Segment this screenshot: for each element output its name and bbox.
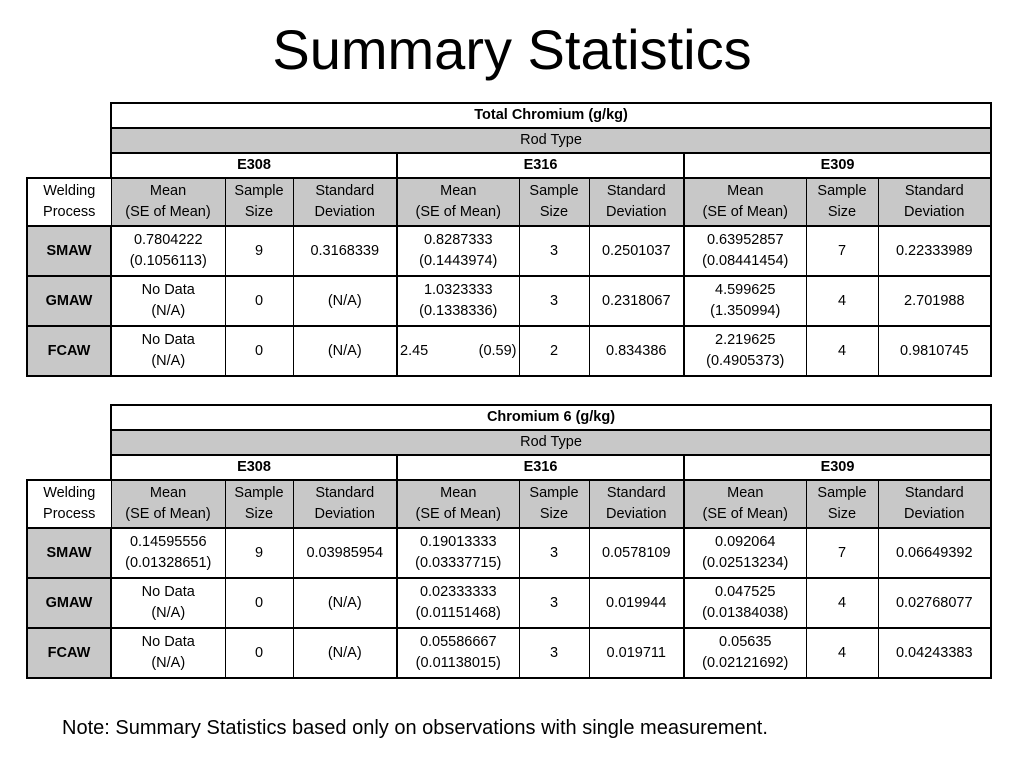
se-value: (N/A) xyxy=(151,605,186,621)
mean-cell xyxy=(111,578,225,628)
std-dev-cell: 0.02768077 xyxy=(878,578,991,628)
sample-size-cell: 4 xyxy=(806,578,878,628)
mean-cell xyxy=(397,528,519,578)
mean-header xyxy=(684,480,806,528)
table-title-row xyxy=(27,103,991,128)
std-dev-line-1: Standard xyxy=(904,485,964,501)
chromium-6-table xyxy=(26,404,992,679)
slide-title: Summary Statistics xyxy=(272,18,752,81)
mean-line-1: Mean xyxy=(727,485,764,501)
welding-process-line-1: Welding xyxy=(43,183,96,199)
sample-size-header xyxy=(225,178,293,226)
sample-size-line-2: Size xyxy=(827,204,857,220)
std-dev-cell: 0.3168339 xyxy=(293,226,397,276)
sample-size-cell: 3 xyxy=(519,276,589,326)
welding-process-line-1: Welding xyxy=(43,485,96,501)
mean-value: 0.02333333 xyxy=(419,584,497,600)
sample-size-line-1: Sample xyxy=(234,183,284,199)
std-dev-header xyxy=(878,178,991,226)
std-dev-cell: 0.019711 xyxy=(589,628,684,678)
sample-size-cell: 0 xyxy=(225,578,293,628)
sample-size-header xyxy=(806,480,878,528)
std-dev-cell: 0.22333989 xyxy=(878,226,991,276)
std-dev-cell: 0.9810745 xyxy=(878,326,991,376)
se-value: (0.4905373) xyxy=(706,353,785,369)
sample-size-cell: 4 xyxy=(806,276,878,326)
sample-size-cell: 7 xyxy=(806,226,878,276)
mean-line-2: (SE of Mean) xyxy=(415,506,501,522)
mean-line-2: (SE of Mean) xyxy=(415,204,501,220)
table-title: Chromium 6 (g/kg) xyxy=(111,405,991,430)
mean-value: No Data xyxy=(141,634,195,650)
se-value: (0.01328651) xyxy=(125,555,212,571)
mean-cell xyxy=(397,628,519,678)
std-dev-line-2: Deviation xyxy=(314,506,375,522)
sample-size-line-1: Sample xyxy=(529,485,579,501)
blank-cell xyxy=(27,455,111,480)
table-row xyxy=(27,628,991,678)
sample-size-header xyxy=(519,178,589,226)
std-dev-cell: 0.06649392 xyxy=(878,528,991,578)
mean-value: 0.19013333 xyxy=(419,534,497,550)
table-row xyxy=(27,276,991,326)
sample-size-cell: 4 xyxy=(806,628,878,678)
se-value: (0.1056113) xyxy=(129,253,207,269)
mean-cell xyxy=(684,528,806,578)
std-dev-cell: (N/A) xyxy=(293,628,397,678)
mean-cell xyxy=(111,628,225,678)
sample-size-cell: 9 xyxy=(225,226,293,276)
sample-size-line-2: Size xyxy=(539,204,569,220)
sample-size-line-2: Size xyxy=(827,506,857,522)
se-value: (0.02513234) xyxy=(702,555,789,571)
rod-e316: E316 xyxy=(397,455,684,480)
std-dev-cell: 0.019944 xyxy=(589,578,684,628)
rod-e309: E309 xyxy=(684,153,991,178)
blank-cell xyxy=(27,430,111,455)
welding-process-header xyxy=(27,178,111,226)
sample-size-cell: 3 xyxy=(519,528,589,578)
se-value: (N/A) xyxy=(151,655,186,671)
table-row xyxy=(27,578,991,628)
std-dev-line-1: Standard xyxy=(606,485,666,501)
rod-e308: E308 xyxy=(111,153,397,178)
mean-cell xyxy=(111,226,225,276)
process-label: GMAW xyxy=(27,276,111,326)
sample-size-line-1: Sample xyxy=(234,485,284,501)
se-value: (N/A) xyxy=(151,353,186,369)
mean-value: 0.092064 xyxy=(715,534,776,550)
std-dev-cell: 0.834386 xyxy=(589,326,684,376)
std-dev-header xyxy=(293,480,397,528)
mean-value: 2.219625 xyxy=(715,332,776,348)
se-value: (0.01138015) xyxy=(415,655,501,671)
std-dev-line-1: Standard xyxy=(315,485,375,501)
sample-size-header xyxy=(806,178,878,226)
process-label: SMAW xyxy=(27,226,111,276)
table-row xyxy=(27,226,991,276)
table-row xyxy=(27,528,991,578)
mean-line-2: (SE of Mean) xyxy=(702,204,788,220)
sample-size-cell: 3 xyxy=(519,628,589,678)
mean-cell xyxy=(684,578,806,628)
mean-header xyxy=(684,178,806,226)
se-value: (1.350994) xyxy=(710,303,781,319)
mean-value: No Data xyxy=(141,584,195,600)
rod-names-row xyxy=(27,153,991,178)
sample-size-line-1: Sample xyxy=(529,183,579,199)
std-dev-line-2: Deviation xyxy=(904,204,965,220)
table-title: Total Chromium (g/kg) xyxy=(111,103,991,128)
welding-process-header xyxy=(27,480,111,528)
std-dev-line-2: Deviation xyxy=(606,204,667,220)
mean-value: 0.05586667 xyxy=(419,634,497,650)
se-value: (0.1443974) xyxy=(419,253,498,269)
mean-cell xyxy=(684,628,806,678)
rod-names-row xyxy=(27,455,991,480)
sample-size-cell: 0 xyxy=(225,326,293,376)
process-label: FCAW xyxy=(27,326,111,376)
std-dev-line-2: Deviation xyxy=(314,204,375,220)
process-label: SMAW xyxy=(27,528,111,578)
mean-cell xyxy=(111,326,225,376)
std-dev-cell: 0.2501037 xyxy=(589,226,684,276)
total-chromium-table xyxy=(26,102,992,377)
sample-size-line-1: Sample xyxy=(817,183,867,199)
mean-line-1: Mean xyxy=(149,485,187,501)
mean-value: 4.599625 xyxy=(715,282,776,298)
sample-size-cell: 7 xyxy=(806,528,878,578)
se-value: (0.03337715) xyxy=(415,555,502,571)
mean-value: 0.14595556 xyxy=(129,534,207,550)
std-dev-line-1: Standard xyxy=(606,183,666,199)
rod-type-row xyxy=(27,128,991,153)
mean-value: No Data xyxy=(141,332,195,348)
std-dev-cell: 0.2318067 xyxy=(589,276,684,326)
sample-size-line-1: Sample xyxy=(817,485,867,501)
rod-type-label: Rod Type xyxy=(111,430,991,455)
rod-e308: E308 xyxy=(111,455,397,480)
std-dev-line-1: Standard xyxy=(904,183,964,199)
sample-size-line-2: Size xyxy=(539,506,569,522)
table-title-row xyxy=(27,405,991,430)
std-dev-header xyxy=(589,178,684,226)
se-value: (0.01151468) xyxy=(415,605,501,621)
sample-size-cell: 0 xyxy=(225,276,293,326)
std-dev-cell: 0.03985954 xyxy=(293,528,397,578)
rod-type-row xyxy=(27,430,991,455)
mean-cell xyxy=(397,578,519,628)
mean-line-1: Mean xyxy=(149,183,187,199)
column-header-row xyxy=(27,178,991,226)
blank-cell xyxy=(27,103,111,128)
rod-e316: E316 xyxy=(397,153,684,178)
sample-size-cell: 3 xyxy=(519,578,589,628)
mean-cell xyxy=(397,326,519,376)
mean-line-2: (SE of Mean) xyxy=(702,506,788,522)
mean-value: 0.63952857 xyxy=(706,232,784,248)
mean-value: 1.0323333 xyxy=(423,282,493,298)
std-dev-cell: 0.0578109 xyxy=(589,528,684,578)
mean-value: 0.05635 xyxy=(719,634,772,650)
se-value: (0.1338336) xyxy=(419,303,498,319)
mean-cell xyxy=(397,226,519,276)
mean-value: 0.7804222 xyxy=(133,232,203,248)
se-value: (0.01384038) xyxy=(702,605,789,621)
mean-line-2: (SE of Mean) xyxy=(125,204,211,220)
table-row xyxy=(27,326,991,376)
sample-size-cell: 2 xyxy=(519,326,589,376)
sample-size-cell: 0 xyxy=(225,628,293,678)
mean-header xyxy=(111,178,225,226)
sample-size-cell: 9 xyxy=(225,528,293,578)
mean-line-1: Mean xyxy=(727,183,764,199)
std-dev-header xyxy=(589,480,684,528)
sample-size-header xyxy=(225,480,293,528)
blank-cell xyxy=(27,128,111,153)
sample-size-cell: 4 xyxy=(806,326,878,376)
se-value: (0.08441454) xyxy=(702,253,789,269)
sample-size-line-2: Size xyxy=(244,204,274,220)
column-header-row xyxy=(27,480,991,528)
mean-cell xyxy=(684,326,806,376)
se-value: (0.02121692) xyxy=(702,655,789,671)
mean-cell xyxy=(111,528,225,578)
footnote: Note: Summary Statistics based only on observations with single measurement. xyxy=(62,717,768,739)
mean-value: 2.45 xyxy=(400,342,429,359)
sample-size-cell: 3 xyxy=(519,226,589,276)
std-dev-cell: 2.701988 xyxy=(878,276,991,326)
std-dev-header xyxy=(878,480,991,528)
blank-cell xyxy=(27,153,111,178)
mean-line-1: Mean xyxy=(440,485,477,501)
mean-line-2: (SE of Mean) xyxy=(125,506,211,522)
std-dev-line-1: Standard xyxy=(315,183,375,199)
mean-cell xyxy=(111,276,225,326)
std-dev-cell: 0.04243383 xyxy=(878,628,991,678)
rod-e309: E309 xyxy=(684,455,991,480)
sample-size-line-2: Size xyxy=(244,506,274,522)
mean-cell xyxy=(397,276,519,326)
welding-process-line-2: Process xyxy=(43,204,96,220)
process-label: FCAW xyxy=(27,628,111,678)
mean-value: 0.8287333 xyxy=(423,232,493,248)
std-dev-line-2: Deviation xyxy=(904,506,965,522)
std-dev-line-2: Deviation xyxy=(606,506,667,522)
se-value: (0.59) xyxy=(478,342,517,359)
mean-line-1: Mean xyxy=(440,183,477,199)
rod-type-label: Rod Type xyxy=(111,128,991,153)
welding-process-line-2: Process xyxy=(43,506,96,522)
se-value: (N/A) xyxy=(151,303,186,319)
mean-header xyxy=(111,480,225,528)
mean-value: No Data xyxy=(141,282,195,298)
mean-cell xyxy=(684,226,806,276)
std-dev-cell: (N/A) xyxy=(293,326,397,376)
sample-size-header xyxy=(519,480,589,528)
mean-header xyxy=(397,480,519,528)
mean-header xyxy=(397,178,519,226)
process-label: GMAW xyxy=(27,578,111,628)
std-dev-cell: (N/A) xyxy=(293,578,397,628)
blank-cell xyxy=(27,405,111,430)
mean-cell xyxy=(684,276,806,326)
mean-value: 0.047525 xyxy=(715,584,776,600)
std-dev-header xyxy=(293,178,397,226)
std-dev-cell: (N/A) xyxy=(293,276,397,326)
